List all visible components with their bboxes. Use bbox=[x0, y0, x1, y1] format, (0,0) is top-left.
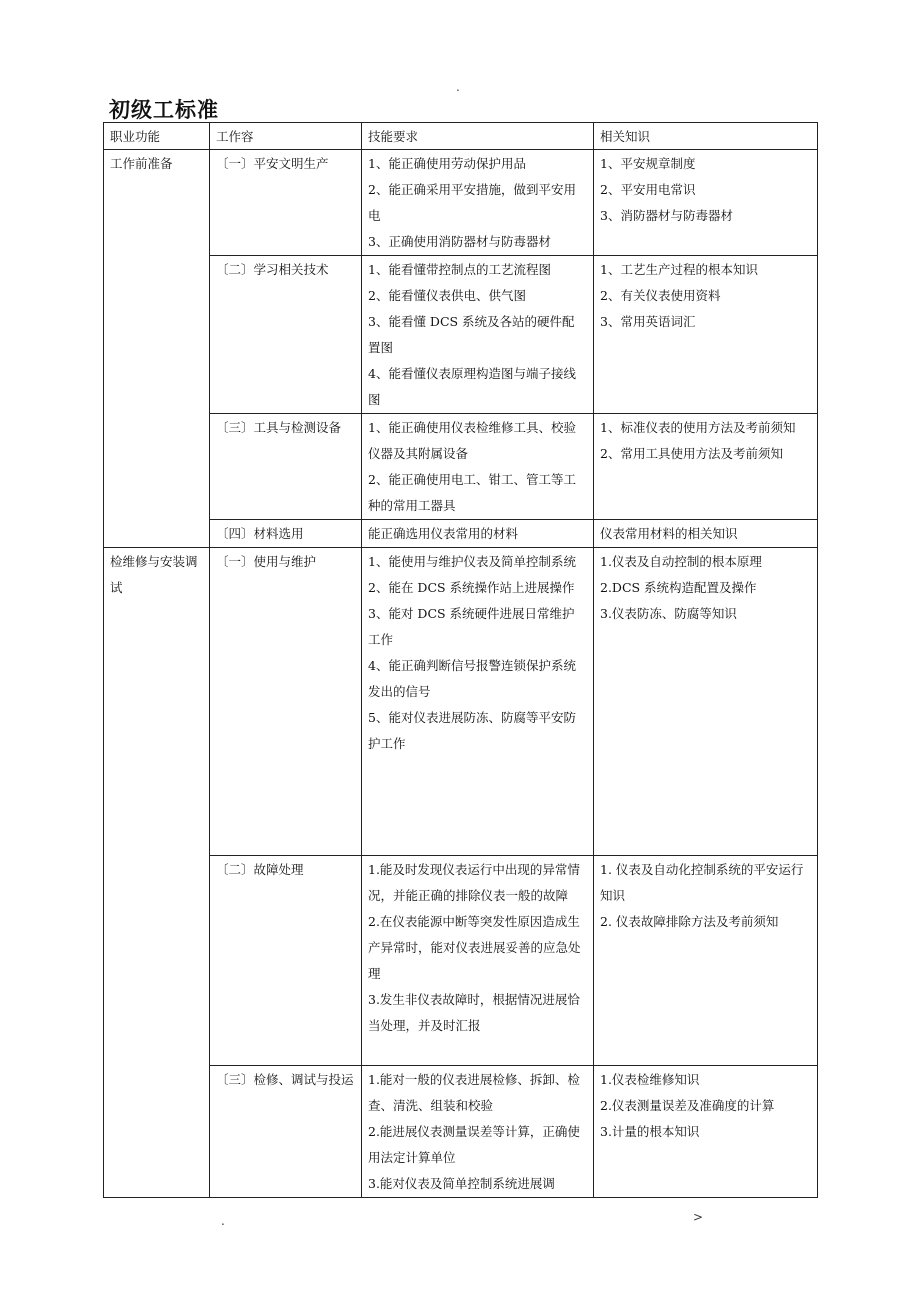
function-cell: 工作前准备 bbox=[104, 150, 210, 548]
knowledge-cell bbox=[594, 856, 818, 1066]
knowledge-cell bbox=[594, 520, 818, 548]
table-row bbox=[104, 414, 818, 520]
content-cell: 〔二〕故障处理 bbox=[210, 856, 362, 1066]
skills-cell bbox=[362, 548, 594, 856]
standard-table bbox=[103, 122, 818, 1198]
table-header-row bbox=[104, 123, 818, 150]
skill-item: 3、能对 DCS 系统硬件进展日常维护工作 bbox=[368, 606, 575, 647]
skills-cell bbox=[362, 150, 594, 256]
knowledge-item: 1.仪表及自动控制的根本原理 bbox=[600, 554, 762, 569]
knowledge-item: 1、标准仪表的使用方法及考前须知 bbox=[600, 420, 796, 435]
knowledge-item: 2、常用工具使用方法及考前须知 bbox=[600, 446, 783, 461]
skill-item: 1.能对一般的仪表进展检修、拆卸、检查、清洗、组装和校验 bbox=[368, 1072, 580, 1113]
knowledge-cell bbox=[594, 414, 818, 520]
skills-cell bbox=[362, 520, 594, 548]
knowledge-item: 1. 仪表及自动化控制系统的平安运行知识 bbox=[600, 862, 804, 903]
top-mark: . bbox=[456, 80, 460, 94]
header-content: 工作容 bbox=[210, 123, 362, 150]
footer-right-mark: > bbox=[693, 1210, 704, 1224]
knowledge-cell bbox=[594, 256, 818, 414]
skill-item: 3、能看懂 DCS 系统及各站的硬件配置图 bbox=[368, 314, 575, 355]
skills-cell bbox=[362, 1066, 594, 1198]
skill-item: 1、能正确使用劳动保护用品 bbox=[368, 156, 526, 171]
skill-item: 2、能正确使用电工、钳工、管工等工种的常用工器具 bbox=[368, 472, 576, 513]
function-cell: 检维修与安装调试 bbox=[104, 548, 210, 1198]
table-row bbox=[104, 150, 818, 256]
knowledge-item: 2、平安用电常识 bbox=[600, 182, 696, 197]
knowledge-item: 2. 仪表故障排除方法及考前须知 bbox=[600, 914, 779, 929]
content-cell: 〔三〕检修、调试与投运 bbox=[210, 1066, 362, 1198]
content-cell: 〔二〕学习相关技术 bbox=[210, 256, 362, 414]
skill-item: 4、能正确判断信号报警连锁保护系统发出的信号 bbox=[368, 658, 576, 699]
knowledge-item: 2.DCS 系统构造配置及操作 bbox=[600, 580, 757, 595]
header-skills: 技能要求 bbox=[362, 123, 594, 150]
skill-item: 4、能看懂仪表原理构造图与端子接线图 bbox=[368, 366, 576, 407]
knowledge-item: 3.计量的根本知识 bbox=[600, 1124, 700, 1139]
header-knowledge: 相关知识 bbox=[594, 123, 818, 150]
skill-item: 2、能看懂仪表供电、供气图 bbox=[368, 288, 526, 303]
skill-item: 3、正确使用消防器材与防毒器材 bbox=[368, 234, 551, 249]
knowledge-item: 3、常用英语词汇 bbox=[600, 314, 696, 329]
knowledge-cell bbox=[594, 150, 818, 256]
knowledge-item: 2.仪表测量误差及准确度的计算 bbox=[600, 1098, 775, 1113]
skill-item: 2、能在 DCS 系统操作站上进展操作 bbox=[368, 580, 575, 595]
content-cell: 〔三〕工具与检测设备 bbox=[210, 414, 362, 520]
skills-cell bbox=[362, 256, 594, 414]
skills-cell bbox=[362, 414, 594, 520]
page-title: 初级工标准 bbox=[109, 98, 219, 122]
header-function: 职业功能 bbox=[104, 123, 210, 150]
skill-item: 1、能正确使用仪表检维修工具、校验仪器及其附属设备 bbox=[368, 420, 576, 461]
content-cell: 〔一〕使用与维护 bbox=[210, 548, 362, 856]
skill-item: 1、能看懂带控制点的工艺流程图 bbox=[368, 262, 551, 277]
table-row bbox=[104, 548, 818, 856]
table-row bbox=[104, 256, 818, 414]
knowledge-item: 1.仪表检维修知识 bbox=[600, 1072, 700, 1087]
knowledge-item: 2、有关仪表使用资料 bbox=[600, 288, 721, 303]
knowledge-item: 1、工艺生产过程的根本知识 bbox=[600, 262, 758, 277]
table-row bbox=[104, 520, 818, 548]
knowledge-item: 3.仪表防冻、防腐等知识 bbox=[600, 606, 737, 621]
skills-cell bbox=[362, 856, 594, 1066]
skill-item: 3.发生非仪表故障时，根据情况进展恰当处理，并及时汇报 bbox=[368, 992, 580, 1033]
skill-item: 2.能进展仪表测量误差等计算，正确使用法定计算单位 bbox=[368, 1124, 580, 1165]
footer-left-mark: . bbox=[221, 1214, 225, 1228]
knowledge-cell bbox=[594, 1066, 818, 1198]
skill-item: 1.能及时发现仪表运行中出现的异常情况，并能正确的排除仪表一般的故障 bbox=[368, 862, 580, 903]
table-row bbox=[104, 856, 818, 1066]
skill-item: 3.能对仪表及简单控制系统进展调 bbox=[368, 1176, 555, 1191]
content-cell: 〔四〕材料选用 bbox=[210, 520, 362, 548]
skill-item: 能正确选用仪表常用的材料 bbox=[368, 526, 519, 541]
knowledge-item: 仪表常用材料的相关知识 bbox=[600, 526, 738, 541]
table-row bbox=[104, 1066, 818, 1198]
content-cell: 〔一〕平安文明生产 bbox=[210, 150, 362, 256]
skill-item: 2.在仪表能源中断等突发性原因造成生产异常时，能对仪表进展妥善的应急处理 bbox=[368, 914, 581, 981]
knowledge-item: 3、消防器材与防毒器材 bbox=[600, 208, 733, 223]
skill-item: 5、能对仪表进展防冻、防腐等平安防护工作 bbox=[368, 710, 576, 751]
skill-item: 2、能正确采用平安措施，做到平安用电 bbox=[368, 182, 576, 223]
skill-item: 1、能使用与维护仪表及简单控制系统 bbox=[368, 554, 576, 569]
knowledge-cell bbox=[594, 548, 818, 856]
knowledge-item: 1、平安规章制度 bbox=[600, 156, 696, 171]
